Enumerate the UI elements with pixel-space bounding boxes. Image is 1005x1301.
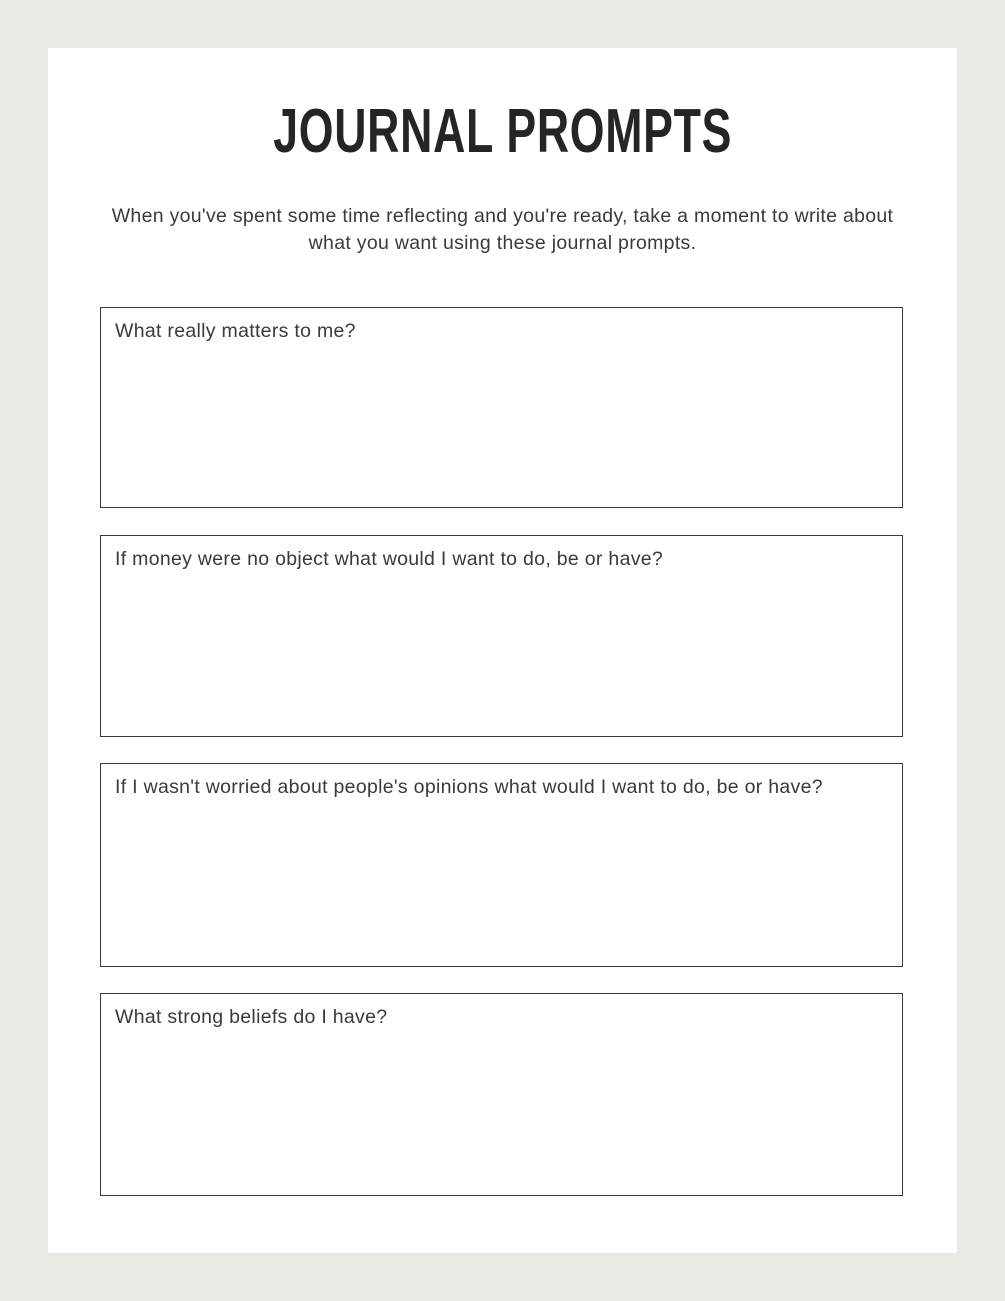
worksheet-page [48, 48, 957, 1253]
prompt-question: If money were no object what would I want to do, be or have? [115, 548, 664, 570]
prompt-question: What strong beliefs do I have? [115, 1006, 388, 1028]
prompt-box-3 [100, 763, 903, 967]
intro-text: When you've spent some time reflecting and you're ready, take a moment to write about what you want using these journal prompts. [111, 205, 894, 255]
page-title-text: JOURNAL PROMPTS [273, 97, 732, 166]
prompt-box-1 [100, 307, 903, 508]
page-title [48, 96, 957, 167]
prompt-box-4 [100, 993, 903, 1196]
prompt-question: What really matters to me? [115, 320, 356, 342]
prompt-box-2 [100, 535, 903, 737]
prompt-question: If I wasn't worried about people's opinions what would I want to do, be or have? [115, 776, 823, 798]
